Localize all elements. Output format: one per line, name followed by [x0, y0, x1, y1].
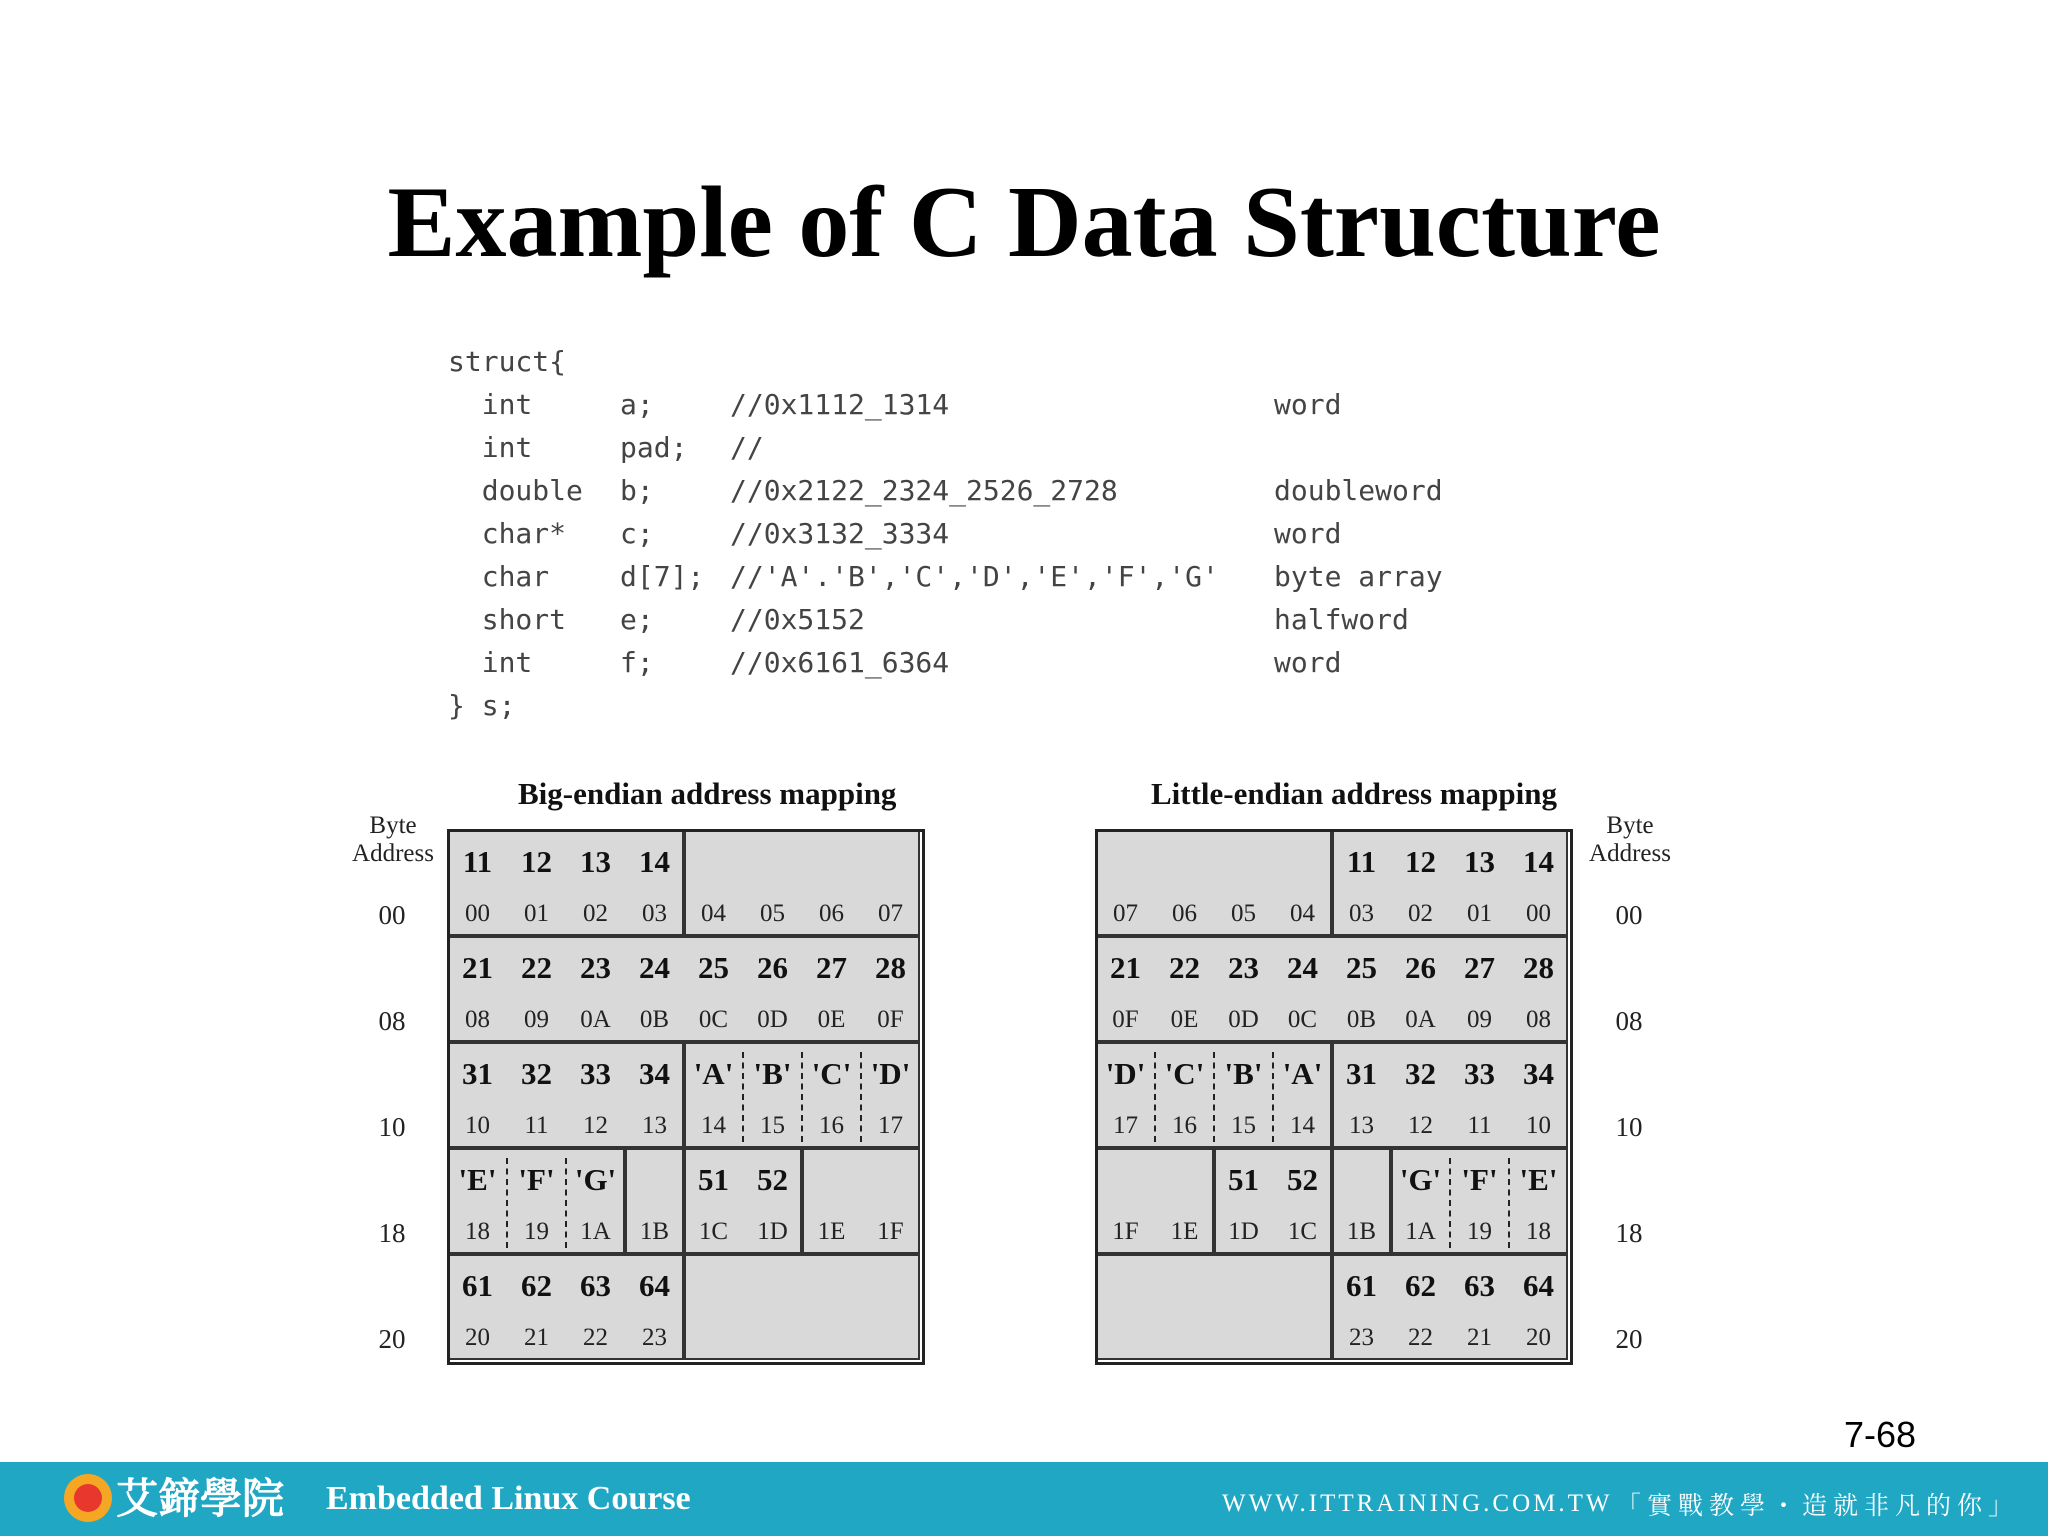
row-address: 10	[1615, 1112, 1643, 1142]
byte-index: 21	[524, 1324, 549, 1351]
byte-index: 05	[760, 900, 785, 927]
code-token: int	[448, 431, 533, 464]
little-endian-title: Little-endian address mapping	[1151, 776, 1557, 811]
byte-value: 23	[1228, 950, 1259, 985]
byte-index: 10	[465, 1112, 490, 1139]
byte-index: 20	[1526, 1324, 1551, 1351]
code-token: b;	[620, 474, 654, 507]
byte-index: 15	[1231, 1112, 1256, 1139]
byte-index: 06	[819, 900, 844, 927]
code-token: d[7];	[620, 560, 705, 593]
byte-value: 'C'	[1164, 1056, 1205, 1091]
byte-value: 22	[1169, 950, 1200, 985]
byte-value: 26	[1405, 950, 1436, 985]
byte-value: 32	[1405, 1056, 1436, 1091]
byte-index: 1B	[1346, 1218, 1377, 1245]
byte-value: 25	[698, 950, 729, 985]
row-address: 00	[378, 900, 406, 930]
code-token: e;	[620, 603, 654, 636]
byte-index: 1B	[639, 1218, 670, 1245]
byte-address-header-right	[1575, 812, 1685, 868]
byte-index: 1E	[1170, 1218, 1199, 1245]
page-number: 7-68	[1844, 1414, 1917, 1455]
byte-value: 63	[580, 1268, 611, 1303]
code-token: doubleword	[1274, 474, 1443, 507]
address-label: Address	[352, 840, 434, 867]
code-token: //0x6161_6364	[730, 646, 950, 679]
code-token: double	[448, 474, 583, 507]
code-token: c;	[620, 517, 654, 550]
byte-value: 14	[639, 844, 670, 879]
byte-index: 07	[878, 900, 903, 927]
byte-index: 00	[1526, 900, 1551, 927]
byte-value: 'F'	[518, 1162, 555, 1197]
byte-index: 08	[1526, 1006, 1551, 1033]
byte-value: 'A'	[693, 1056, 734, 1091]
logo-icon	[64, 1474, 112, 1522]
byte-index: 04	[701, 900, 726, 927]
code-token: char*	[448, 517, 567, 550]
byte-value: 28	[875, 950, 906, 985]
byte-index: 0B	[639, 1006, 670, 1033]
byte-value: 64	[639, 1268, 670, 1303]
byte-index: 01	[1467, 900, 1492, 927]
byte-index: 0B	[1346, 1006, 1377, 1033]
code-token: //	[730, 431, 764, 464]
byte-value: 52	[1287, 1162, 1318, 1197]
row-address: 10	[378, 1112, 406, 1142]
byte-index: 13	[642, 1112, 667, 1139]
byte-value: 11	[462, 844, 493, 879]
byte-index: 0C	[698, 1006, 729, 1033]
byte-value: 63	[1464, 1268, 1495, 1303]
byte-value: 24	[1287, 950, 1318, 985]
code-token: word	[1274, 388, 1342, 421]
byte-value: 51	[698, 1162, 729, 1197]
byte-index: 13	[1349, 1112, 1374, 1139]
byte-value: 21	[1110, 950, 1141, 985]
website-link[interactable]: WWW.ITTRAINING.COM.TW	[1222, 1490, 1613, 1517]
byte-index: 10	[1526, 1112, 1551, 1139]
byte-value: 33	[1464, 1056, 1495, 1091]
byte-index: 03	[1349, 900, 1374, 927]
byte-index: 1A	[1405, 1218, 1436, 1245]
byte-index: 17	[878, 1112, 903, 1139]
row-address: 20	[378, 1324, 406, 1354]
logo-text: 艾鍗學院	[116, 1474, 285, 1523]
byte-address-header-left	[338, 812, 448, 868]
byte-index: 02	[1408, 900, 1433, 927]
little-endian-grid	[1096, 830, 1568, 1358]
byte-value: 34	[639, 1056, 670, 1091]
byte-index: 00	[465, 900, 490, 927]
byte-index: 16	[819, 1112, 844, 1139]
byte-index: 0A	[1405, 1006, 1436, 1033]
byte-value: 13	[1464, 844, 1495, 879]
big-endian-title: Big-endian address mapping	[518, 776, 897, 811]
byte-index: 09	[1467, 1006, 1492, 1033]
byte-value: 'F'	[1461, 1162, 1498, 1197]
byte-index: 1F	[1112, 1218, 1139, 1245]
byte-index: 20	[465, 1324, 490, 1351]
byte-value: 52	[757, 1162, 788, 1197]
code-token: word	[1274, 517, 1342, 550]
byte-value: 61	[1346, 1268, 1377, 1303]
code-token: struct{	[448, 345, 567, 378]
byte-value: 27	[1464, 950, 1495, 985]
byte-index: 06	[1172, 900, 1197, 927]
row-address: 18	[1615, 1218, 1643, 1248]
byte-index: 1D	[1228, 1218, 1259, 1245]
byte-index: 18	[465, 1218, 490, 1245]
byte-index: 19	[1467, 1218, 1492, 1245]
byte-index: 1F	[877, 1218, 904, 1245]
byte-value: 11	[1346, 844, 1377, 879]
byte-index: 0E	[1170, 1006, 1199, 1033]
code-token: char	[448, 560, 550, 593]
byte-value: 24	[639, 950, 670, 985]
byte-value: 32	[521, 1056, 552, 1091]
byte-value: 64	[1523, 1268, 1554, 1303]
byte-index: 04	[1290, 900, 1315, 927]
code-token: //0x3132_3334	[730, 517, 950, 550]
byte-index: 01	[524, 900, 549, 927]
byte-label: Byte	[1606, 812, 1654, 839]
byte-value: 'G'	[574, 1162, 617, 1197]
byte-value: 61	[462, 1268, 493, 1303]
byte-index: 0F	[1112, 1006, 1139, 1033]
byte-index: 22	[1408, 1324, 1433, 1351]
byte-index: 23	[642, 1324, 667, 1351]
byte-value: 'E'	[1519, 1162, 1558, 1197]
byte-value: 31	[462, 1056, 493, 1091]
course-name: Embedded Linux Course	[326, 1480, 691, 1517]
code-token: word	[1274, 646, 1342, 679]
byte-value: 31	[1346, 1056, 1377, 1091]
code-token: //0x1112_1314	[730, 388, 950, 421]
code-token: a;	[620, 388, 654, 421]
byte-index: 1A	[580, 1218, 611, 1245]
row-address: 08	[378, 1006, 406, 1036]
memory-field	[1096, 1254, 1332, 1360]
code-token: int	[448, 646, 533, 679]
byte-value: 'C'	[811, 1056, 852, 1091]
byte-value: 13	[580, 844, 611, 879]
byte-index: 18	[1526, 1218, 1551, 1245]
byte-index: 05	[1231, 900, 1256, 927]
byte-value: 'B'	[1224, 1056, 1263, 1091]
byte-value: 'A'	[1282, 1056, 1323, 1091]
byte-index: 07	[1113, 900, 1138, 927]
code-token: } s;	[448, 689, 516, 722]
byte-index: 03	[642, 900, 667, 927]
byte-index: 22	[583, 1324, 608, 1351]
byte-value: 23	[580, 950, 611, 985]
byte-index: 08	[465, 1006, 490, 1033]
row-address: 08	[1615, 1006, 1643, 1036]
byte-index: 11	[524, 1112, 549, 1139]
byte-index: 0E	[817, 1006, 846, 1033]
row-address: 00	[1615, 900, 1643, 930]
byte-index: 12	[1408, 1112, 1433, 1139]
byte-value: 51	[1228, 1162, 1259, 1197]
byte-index: 19	[524, 1218, 549, 1245]
byte-index: 23	[1349, 1324, 1374, 1351]
footer-bar	[0, 1462, 2048, 1536]
byte-value: 62	[1405, 1268, 1436, 1303]
byte-value: 12	[521, 844, 552, 879]
byte-index: 09	[524, 1006, 549, 1033]
byte-index: 21	[1467, 1324, 1492, 1351]
code-token: //'A'.'B','C','D','E','F','G'	[730, 560, 1219, 593]
byte-value: 33	[580, 1056, 611, 1091]
code-token: pad;	[620, 431, 688, 464]
byte-value: 'G'	[1399, 1162, 1442, 1197]
byte-value: 12	[1405, 844, 1436, 879]
slide-title: Example of C Data Structure	[387, 166, 1661, 279]
row-address: 18	[378, 1218, 406, 1248]
byte-value: 'D'	[870, 1056, 911, 1091]
byte-index: 0A	[580, 1006, 611, 1033]
address-label: Address	[1589, 840, 1671, 867]
byte-index: 12	[583, 1112, 608, 1139]
byte-index: 02	[583, 900, 608, 927]
byte-index: 1C	[1287, 1218, 1318, 1245]
byte-value: 'B'	[753, 1056, 792, 1091]
byte-index: 1E	[817, 1218, 846, 1245]
byte-value: 14	[1523, 844, 1554, 879]
byte-index: 14	[1290, 1112, 1315, 1139]
byte-value: 21	[462, 950, 493, 985]
byte-value: 27	[816, 950, 847, 985]
slogan: 「實戰教學・造就非凡的你」	[1616, 1491, 2020, 1520]
byte-value: 34	[1523, 1056, 1554, 1091]
code-token: f;	[620, 646, 654, 679]
byte-index: 15	[760, 1112, 785, 1139]
byte-index: 1C	[698, 1218, 729, 1245]
byte-index: 0D	[1228, 1006, 1259, 1033]
byte-index: 14	[701, 1112, 726, 1139]
byte-label: Byte	[369, 812, 417, 839]
code-token: int	[448, 388, 533, 421]
byte-index: 0D	[757, 1006, 788, 1033]
code-token: byte array	[1274, 560, 1443, 593]
byte-index: 17	[1113, 1112, 1138, 1139]
row-address: 20	[1615, 1324, 1643, 1354]
byte-value: 'D'	[1105, 1056, 1146, 1091]
byte-value: 22	[521, 950, 552, 985]
byte-index: 11	[1467, 1112, 1492, 1139]
byte-index: 1D	[757, 1218, 788, 1245]
byte-value: 25	[1346, 950, 1377, 985]
byte-value: 62	[521, 1268, 552, 1303]
code-token: short	[448, 603, 567, 636]
byte-index: 16	[1172, 1112, 1197, 1139]
code-token: //0x5152	[730, 603, 865, 636]
byte-value: 26	[757, 950, 788, 985]
byte-value: 28	[1523, 950, 1554, 985]
big-endian-grid	[448, 830, 920, 1358]
byte-index: 0F	[877, 1006, 904, 1033]
byte-value: 'E'	[458, 1162, 497, 1197]
byte-index: 0C	[1287, 1006, 1318, 1033]
code-token: halfword	[1274, 603, 1409, 636]
code-token: //0x2122_2324_2526_2728	[730, 474, 1118, 507]
memory-field	[684, 1254, 920, 1360]
